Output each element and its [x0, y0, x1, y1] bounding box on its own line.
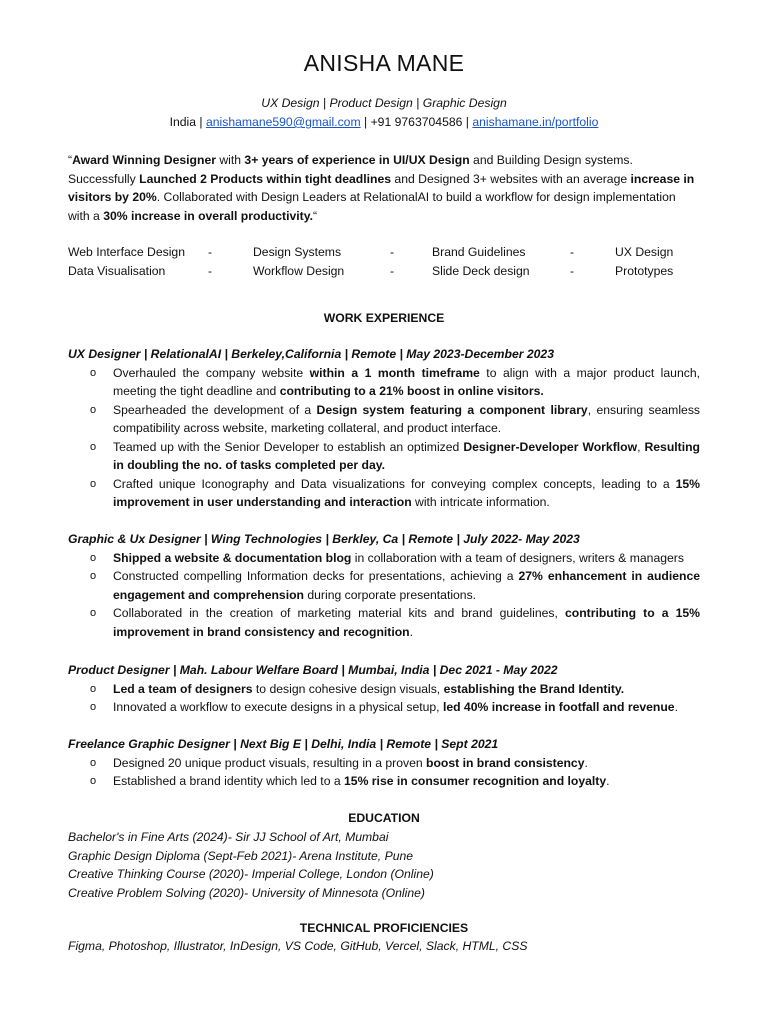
skill-item: Workflow Design: [253, 263, 345, 278]
skill-item: Prototypes: [615, 263, 674, 278]
skill-item: Design Systems: [253, 245, 342, 259]
skill-separator: -: [208, 263, 213, 278]
job-bullet: o Teamed up with the Senior Developer to establish an optimized Designer-Developer Workflow, Resulting in doubling the no. of tasks completed per day.: [68, 438, 700, 475]
job-bullet: o Collaborated in the creation of marketing material kits and brand guidelines, contributing to a 15% improvement in brand consistency and recognition.: [68, 604, 700, 641]
skill-item: Brand Guidelines: [432, 245, 526, 259]
technical-proficiencies-list: Figma, Photoshop, Illustrator, InDesign, VS Code, GitHub, Vercel, Slack, HTML, CSS: [68, 939, 528, 953]
skills-grid: [68, 243, 700, 280]
skill-separator: -: [390, 245, 395, 259]
education-item: Graphic Design Diploma (Sept-Feb 2021)- Arena Institute, Pune: [68, 848, 414, 863]
skill-item: Web Interface Design: [68, 245, 185, 259]
job-title: UX Designer | RelationalAI | Berkeley,California | Remote | May 2023-December 2023: [68, 347, 554, 361]
skills-row: [68, 243, 700, 262]
job-bullet: o Overhauled the company website within a 1 month timeframe to align with a major product launch, meeting the tight deadline and contributing to a 21% boost in online visitors.: [68, 364, 700, 401]
education-item: Creative Thinking Course (2020)- Imperial College, London (Online): [68, 867, 434, 881]
skill-separator: -: [570, 263, 575, 278]
job-title: Product Designer | Mah. Labour Welfare Board | Mumbai, India | Dec 2021 - May 2022: [68, 663, 558, 677]
skill-item: UX Design: [615, 245, 674, 259]
job-bullet: o Innovated a workflow to execute designs in a physical setup, led 40% increase in footfall and revenue.: [68, 698, 700, 717]
contact-line: [68, 113, 700, 132]
job-bullet: o Crafted unique Iconography and Data visualizations for conveying complex concepts, leading to a 15% improvement in user understanding and interaction with intricate information.: [68, 475, 700, 512]
job-bullet: o Shipped a website & documentation blog in collaboration with a team of designers, writers & managers: [68, 549, 700, 568]
job-next-big-e: [68, 735, 700, 791]
job-bullet: o Established a brand identity which led to a 15% rise in consumer recognition and loyalty.: [68, 772, 700, 791]
skill-item: Slide Deck design: [432, 263, 530, 278]
tagline: UX Design | Product Design | Graphic Design: [261, 96, 507, 110]
portfolio-link[interactable]: anishamane.in/portfolio: [472, 115, 599, 129]
job-relationalai: [68, 345, 700, 512]
education-item: Creative Problem Solving (2020)- University of Minnesota (Online): [68, 885, 425, 900]
job-bullet: o Spearheaded the development of a Design system featuring a component library, ensuring seamless compatibility across website, marketing collateral, and product interface.: [68, 401, 700, 438]
job-title: Freelance Graphic Designer | Next Big E | Delhi, India | Remote | Sept 2021: [68, 737, 499, 751]
job-title: Graphic & Ux Designer | Wing Technologies | Berkley, Ca | Remote | July 2022- May 2023: [68, 532, 580, 546]
email-link[interactable]: anishamane590@gmail.com: [205, 115, 361, 129]
candidate-name: ANISHA MANE: [303, 50, 465, 76]
skill-separator: -: [570, 245, 575, 259]
skill-separator: -: [208, 245, 213, 259]
location: India |: [169, 115, 203, 129]
technical-proficiencies-heading: TECHNICAL PROFICIENCIES: [299, 921, 469, 935]
job-labour-welfare-board: [68, 661, 700, 717]
skill-item: Data Visualisation: [68, 263, 166, 278]
job-bullet: o Led a team of designers to design cohesive design visuals, establishing the Brand Identity.: [68, 680, 700, 699]
job-wing-technologies: [68, 530, 700, 641]
phone: | +91 9763704586 |: [364, 115, 469, 129]
education-item: Bachelor's in Fine Arts (2024)- Sir JJ School of Art, Mumbai: [68, 830, 389, 844]
work-experience-heading: WORK EXPERIENCE: [323, 311, 445, 325]
skills-row: [68, 262, 700, 281]
summary-paragraph: “Award Winning Designer with 3+ years of experience in UI/UX Design and Building Design systems. Successfully Launched 2 Products within tight deadlines and Designed 3+ websites with an average increase in visitors by 20%. Collaborated with Design Leaders at RelationalAI to build a workflow for design implementation with a 30% increase in overall productivity.“: [68, 153, 695, 223]
education-list: [68, 828, 700, 902]
education-heading: EDUCATION: [348, 811, 420, 825]
job-bullet: o Constructed compelling Information decks for presentations, achieving a 27% enhancement in audience engagement and comprehension during corporate presentations.: [68, 567, 700, 604]
job-bullet: o Designed 20 unique product visuals, resulting in a proven boost in brand consistency.: [68, 754, 700, 773]
skill-separator: -: [390, 263, 395, 278]
